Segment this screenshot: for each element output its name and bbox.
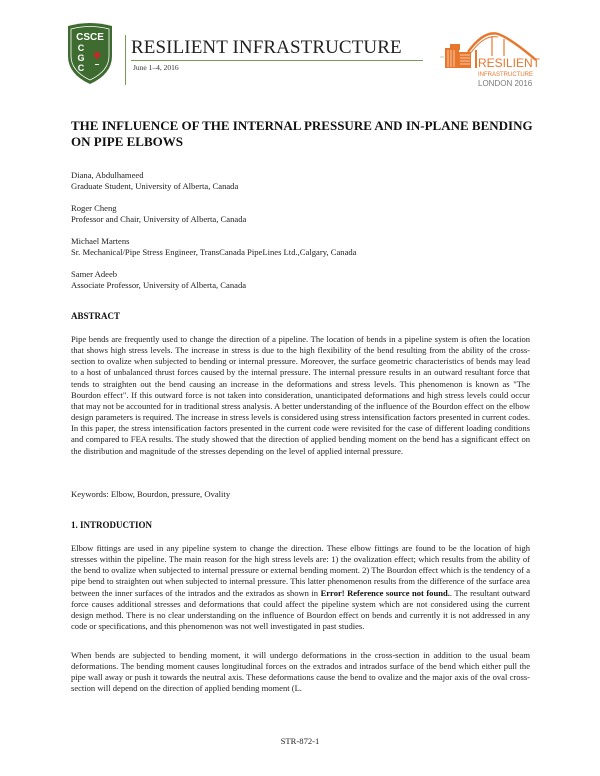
author-name: Samer Adeeb (71, 269, 118, 279)
resilient-infrastructure-london-logo-icon (440, 30, 560, 96)
header-divider (125, 35, 126, 85)
author-affiliation: Sr. Mechanical/Pipe Stress Engineer, TransCanada PipeLines Ltd.,Calgary, Canada (71, 247, 357, 257)
conference-date: June 1–4, 2016 (133, 63, 179, 72)
introduction-heading: 1. INTRODUCTION (71, 520, 153, 530)
svg-text:LONDON 2016: LONDON 2016 (478, 79, 533, 88)
paper-title: THE INFLUENCE OF THE INTERNAL PRESSURE AND IN-PLANE BENDING ON PIPE ELBOWS (71, 118, 533, 149)
page-footer-id: STR-872-1 (280, 736, 320, 746)
header-rule (131, 60, 423, 61)
csce-shield-logo-icon (64, 22, 116, 86)
abstract-heading: ABSTRACT (71, 311, 121, 321)
svg-text:CSCE: CSCE (76, 32, 104, 43)
conference-header (0, 0, 600, 100)
introduction-paragraph-2: When bends are subjected to bending moment, it will undergo deformations in the cross-section in addition to the usual beam deformations. The bending moment causes longitudinal forces on the extrados and intrados surface of the bend which either pull the pipe wall away or push it towards the neutral axis. These deformations cause the bend to ovalize and the major axis of the oval cross-section will depend on the direction of applied bending moment (L. (71, 650, 530, 694)
author-name: Michael Martens (71, 236, 130, 246)
author-name: Diana, Abdulhameed (71, 170, 144, 180)
author-list (71, 170, 541, 302)
svg-text:C: C (77, 63, 85, 73)
svg-text:INFRASTRUCTURE: INFRASTRUCTURE (478, 72, 533, 78)
svg-text:C: C (77, 43, 85, 53)
svg-text:G: G (77, 53, 85, 63)
author-affiliation: Associate Professor, University of Alberta, Canada (71, 280, 247, 290)
abstract-text: Pipe bends are frequently used to change the direction of a pipeline. The location of bends in a pipeline system is often the location that shows high stress levels. The increase in stress is due to the high flexibility of the bend resulting from the ability of the cross-section to ovalize when subjected to bending or internal pressure. Moreover, the surface geometric characteristics of bends may lead to a host of unbalanced thrust forces caused by the internal pressure. The internal pressure results in an outward resultant force that tends to straighten out the bend causing an increase in the deformations and stress levels. This phenomenon is known as "The Bourdon effect". If this outward force is not taken into consideration, unanticipated deformations and high stress levels could occur that may not be accounted for in traditional stress analysis. A better understanding of the influence of the Bourdon effect on the elbow design parameters is required. The increase in stress levels is considered using stress intensification factors presented in current codes. In this paper, the stress intensification factors presented in the current code were revisited for the case of different loading conditions and compared to FEA results. The study showed that the direction of applied bending moment on the bend has a significant effect on the distribution and magnitude of the stresses depending on the level of applied internal pressure. (71, 334, 530, 456)
author-name: Roger Cheng (71, 203, 117, 213)
author-affiliation: Graduate Student, University of Alberta, Canada (71, 181, 239, 191)
conference-title: RESILIENT INFRASTRUCTURE (131, 37, 402, 58)
author-entry (71, 269, 541, 291)
keywords: Keywords: Elbow, Bourdon, pressure, Ovality (71, 489, 231, 499)
intro-text-before: Elbow fittings are used in any pipeline system to change the direction. These elbow fittings are found to be the location of high stresses within the pipeline. The main reason for the high stress levels are: 1) the ovalization effect; which results from the ability of the bend to ovalize when subjected to internal pressure or external bending moment. 2) The Bourdon effect which is the tendency of a pipe bend to straighten out when subjected to internal pressure. This latter phenomenon results from the difference of the surface area between the inner surfaces of the intrados and the extrados as shown in (71, 543, 530, 598)
author-entry (71, 203, 541, 225)
broken-reference-error: Error! Reference source not found. (320, 587, 450, 598)
author-affiliation: Professor and Chair, University of Alberta, Canada (71, 214, 247, 224)
author-entry (71, 236, 541, 258)
intro-text-after: . The resultant outward force causes additional stresses and deformations that could affect the pipeline system which are not considered using the current design method. There is no clear understanding on the influence of Bourdon effect on bends and currently it is not addressed in any code or specifications, and this phenomenon was not well investigated in past studies. (71, 587, 530, 632)
svg-text:RESILIENT: RESILIENT (478, 56, 541, 70)
author-entry (71, 170, 541, 192)
introduction-paragraph-1 (71, 543, 530, 632)
